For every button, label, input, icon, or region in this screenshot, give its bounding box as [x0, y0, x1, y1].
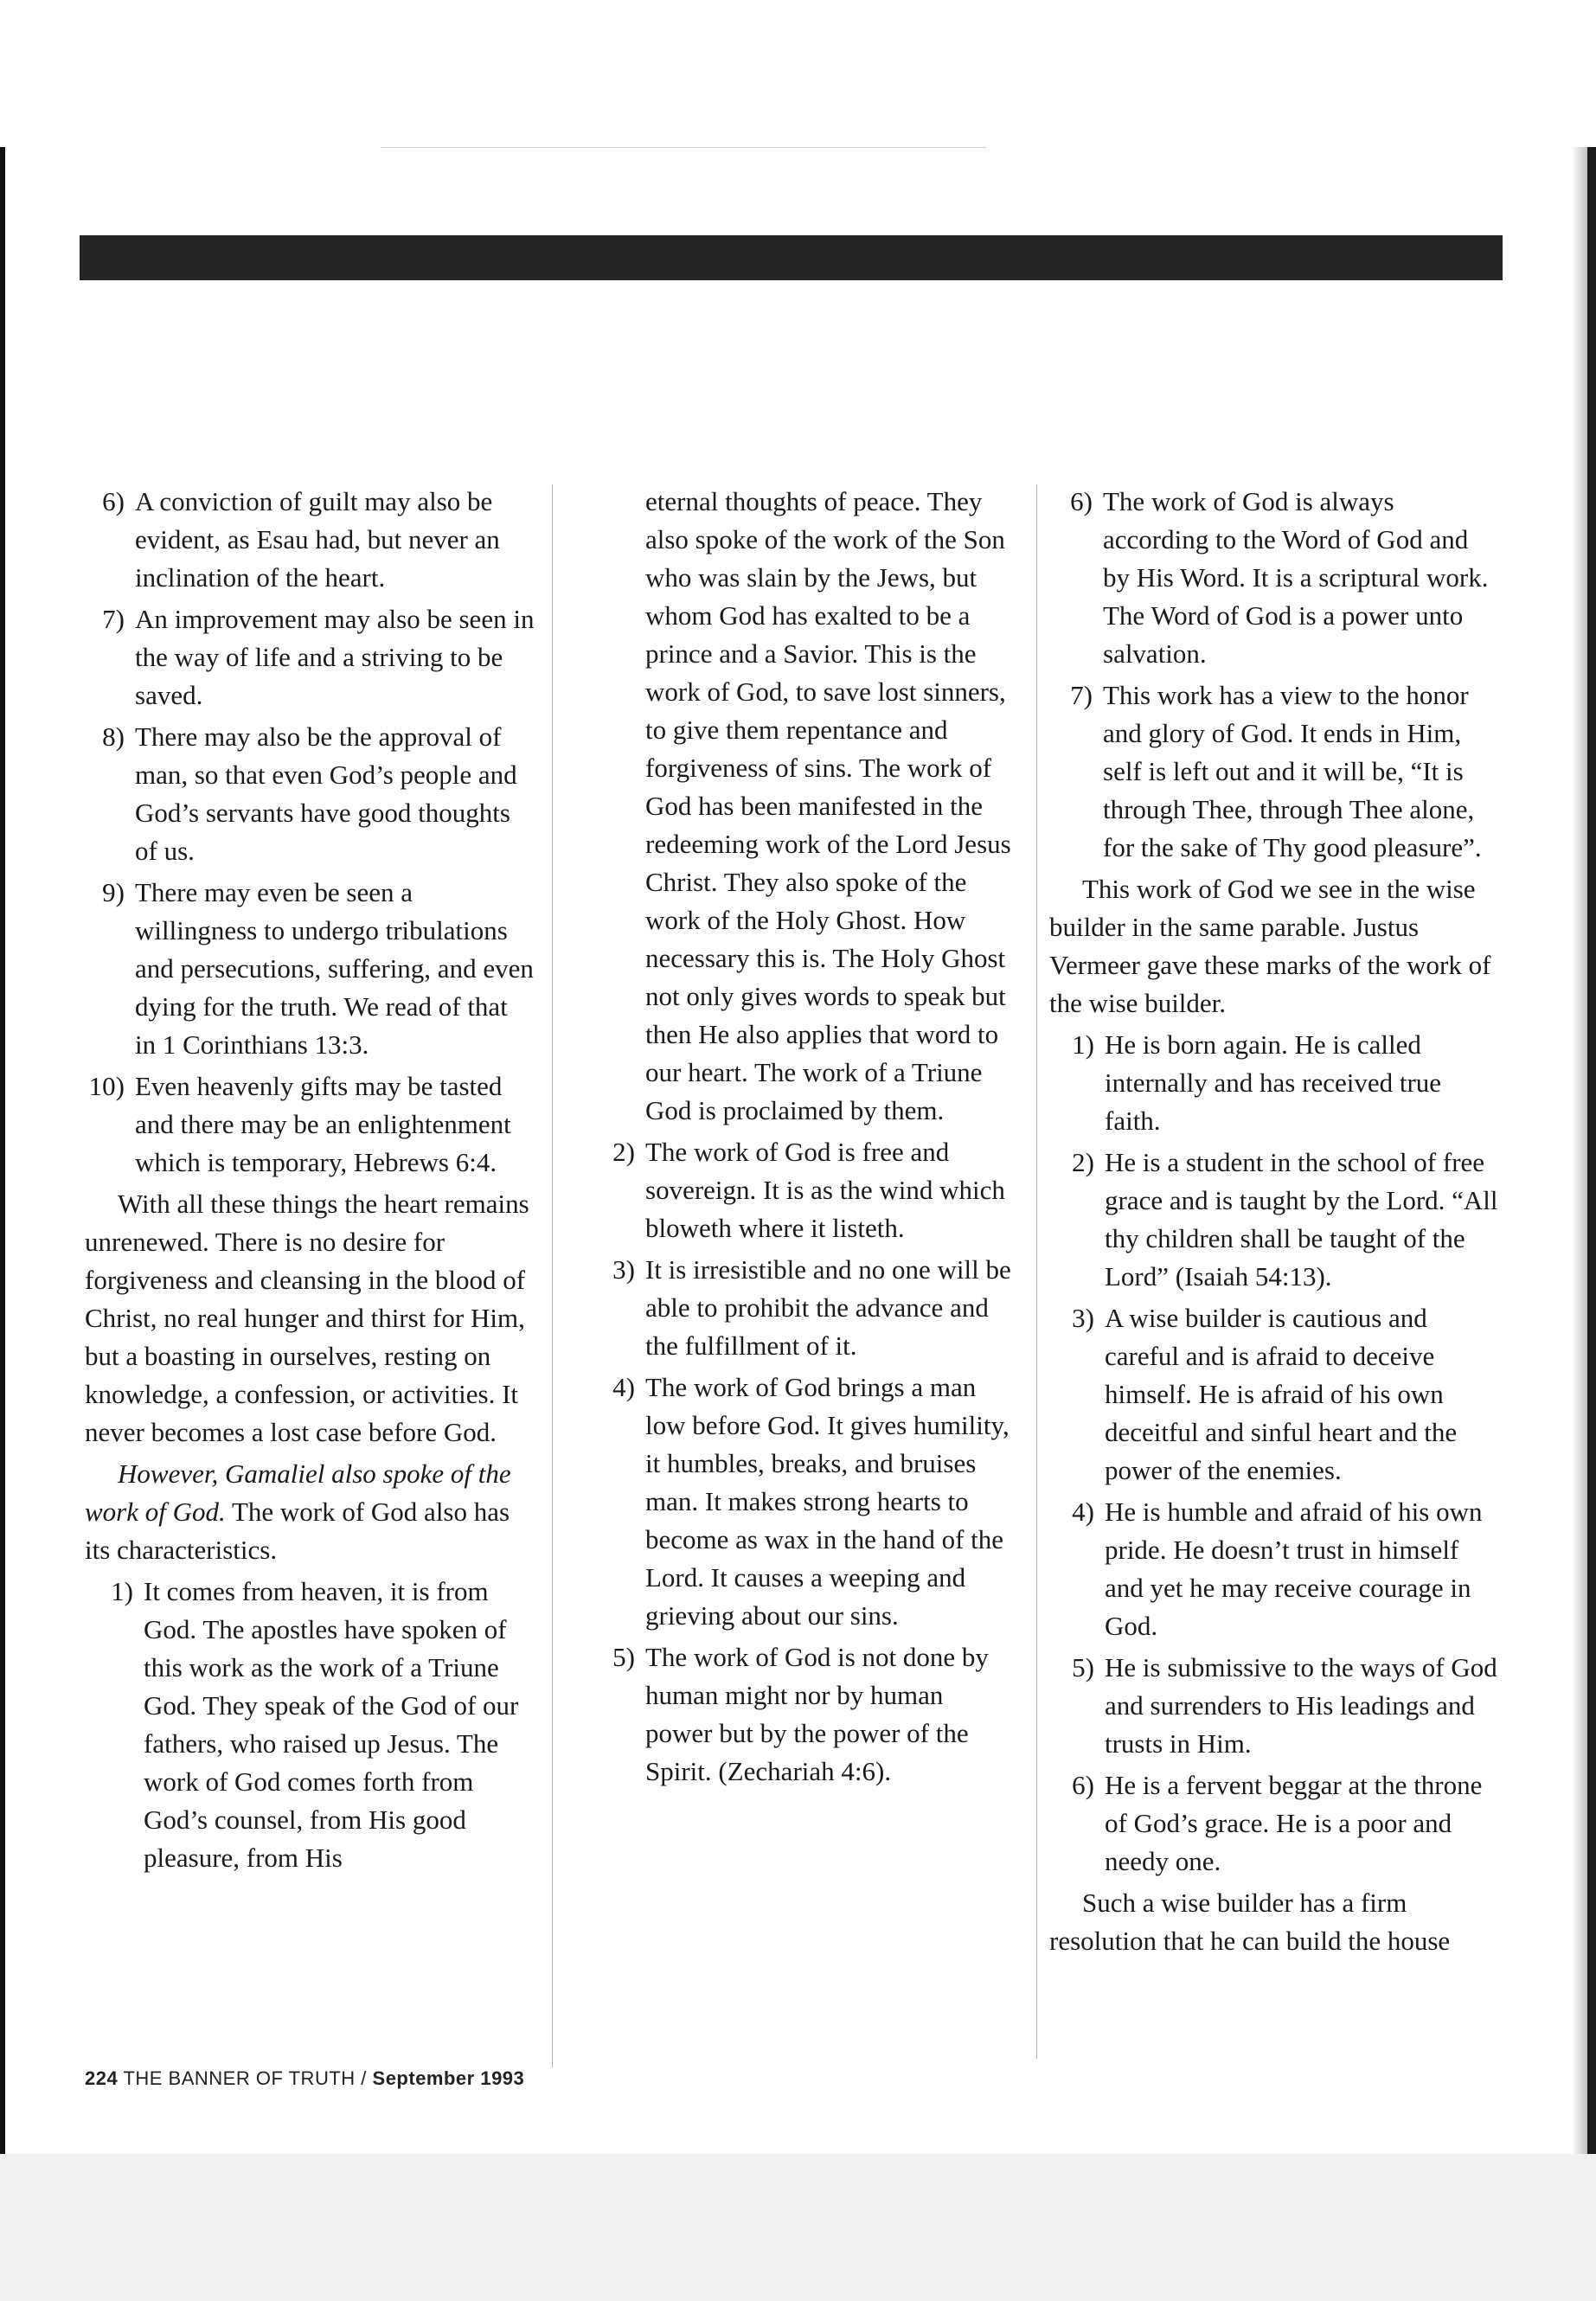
list-item — [1049, 676, 1499, 867]
item-text: Even heavenly gifts may be tasted and there may be an enlightenment which is temporary, Hebrews 6:4. — [135, 1071, 511, 1177]
issue-date: September 1993 — [372, 2067, 525, 2089]
list-item — [600, 1251, 1016, 1365]
item-text: It is irresistible and no one will be able to prohibit the advance and the fulfillment of it. — [645, 1254, 1011, 1361]
item-text: It comes from heaven, it is from God. The apostles have spoken of this work as the work of a Triune God. They speak of the God of our fathers, who raised up Jesus. The work of God comes forth from God’s counsel, from His good pleasure, from His — [144, 1576, 519, 1873]
item-number: 10) — [88, 1071, 125, 1101]
item-number: 2) — [1072, 1147, 1094, 1177]
column-divider — [1036, 484, 1037, 2059]
item-number: 6) — [102, 486, 125, 516]
list-item — [1049, 1649, 1499, 1763]
item-text: He is humble and afraid of his own pride. He doesn’t trust in himself and yet he may receive courage in God. — [1105, 1497, 1483, 1641]
item-number: 8) — [102, 721, 125, 752]
scan-edge-right — [1587, 147, 1596, 2154]
list-item — [1049, 1144, 1499, 1296]
item-text: He is a fervent beggar at the throne of God’s grace. He is a poor and needy one. — [1105, 1770, 1483, 1876]
item-number: 1) — [1072, 1029, 1094, 1060]
item-number: 9) — [102, 877, 125, 907]
list-item — [600, 1368, 1016, 1635]
item-text: This work has a view to the honor and glory of God. It ends in Him, self is left out and it will be, “It is through Thee, through Thee alone, for the sake of Thy good pleasure”. — [1103, 680, 1482, 862]
item-number: 1) — [111, 1576, 133, 1606]
scan-edge-left — [0, 147, 5, 2163]
list-item — [85, 1573, 535, 1877]
item-number: 5) — [1072, 1652, 1094, 1682]
list-item — [1049, 1026, 1499, 1140]
item-number: 4) — [612, 1372, 635, 1402]
item-text: He is submissive to the ways of God and surrenders to His leadings and trusts in Him. — [1105, 1652, 1497, 1759]
column-divider — [552, 484, 553, 2067]
item-number: 5) — [612, 1642, 635, 1672]
top-rule — [381, 147, 986, 148]
scan-bottom-margin — [0, 2154, 1596, 2301]
column-3 — [1049, 483, 1499, 1964]
list-item — [1049, 483, 1499, 673]
item-text: The work of God is free and sovereign. It is as the wind which bloweth where it listeth. — [645, 1137, 1005, 1243]
list-item — [1049, 1299, 1499, 1490]
list-item-continuation — [600, 483, 1016, 1130]
item-text: There may even be seen a willingness to undergo tribulations and persecutions, suffering, and even dying for the truth. We read of that in 1 Corinthians 13:3. — [135, 877, 534, 1060]
item-number: 4) — [1072, 1497, 1094, 1527]
item-text: He is born again. He is called internally and has received true faith. — [1105, 1029, 1442, 1136]
list-item — [85, 483, 535, 597]
italic-lead: However, Gamaliel also spoke of the work of God. — [85, 1458, 511, 1527]
paragraph: With all these things the heart remains unrenewed. There is no desire for forgiveness and cleansing in the blood of Christ, no real hunger and thirst for Him, but a boasting in ourselves, resting on knowledge, a confession, or activities. It never becomes a lost case before God. — [85, 1189, 529, 1447]
list-item — [85, 1067, 535, 1182]
item-text: A wise builder is cautious and careful and is afraid to deceive himself. He is afraid of his own deceitful and sinful heart and the power of the enemies. — [1105, 1303, 1458, 1485]
list-item — [85, 874, 535, 1064]
item-number: 6) — [1072, 1770, 1094, 1800]
item-number: 3) — [612, 1254, 635, 1285]
paragraph-rest: The work of God also has its characteristics. — [85, 1497, 510, 1565]
header-banner — [80, 235, 1503, 280]
list-item — [1049, 1493, 1499, 1645]
item-text: eternal thoughts of peace. They also spoke of the work of the Son who was slain by the Jews, but whom God has exalted to be a prince and a Savior. This is the work of God, to save lost sinners, to give them repentance and forgiveness of sins. The work of God has been manifested in the redeeming work of the Lord Jesus Christ. They also spoke of the work of the Holy Ghost. How necessary this is. The Holy Ghost not only gives words to speak but then He also applies that word to our heart. The work of a Triune God is proclaimed by them. — [645, 486, 1011, 1125]
column-1 — [85, 483, 535, 1881]
paragraph: Such a wise builder has a firm resolution that he can build the house — [1049, 1888, 1451, 1956]
item-text: An improvement may also be seen in the way of life and a striving to be saved. — [135, 604, 535, 710]
page-footer — [85, 2067, 524, 2090]
item-text: The work of God brings a man low before God. It gives humility, it humbles, breaks, and bruises man. It makes strong hearts to become as wax in the hand of the Lord. It causes a weeping and grieving about our sins. — [645, 1372, 1010, 1631]
paragraph: This work of God we see in the wise builder in the same parable. Justus Vermeer gave these marks of the work of the wise builder. — [1049, 874, 1491, 1018]
item-text: There may also be the approval of man, so that even God’s people and God’s servants have good thoughts of us. — [135, 721, 517, 866]
list-item — [85, 600, 535, 715]
paragraph — [85, 1455, 535, 1569]
publication-name: THE BANNER OF TRUTH / — [123, 2067, 367, 2089]
item-text: He is a student in the school of free grace and is taught by the Lord. “All thy children shall be taught of the Lord” (Isaiah 54:13). — [1105, 1147, 1498, 1292]
item-number: 7) — [102, 604, 125, 634]
list-item — [1049, 1766, 1499, 1881]
item-text: A conviction of guilt may also be evident, as Esau had, but never an inclination of the heart. — [135, 486, 500, 593]
item-text: The work of God is always according to the Word of God and by His Word. It is a scriptural work. The Word of God is a power unto salvation. — [1103, 486, 1489, 669]
item-number: 2) — [612, 1137, 635, 1167]
list-item — [85, 718, 535, 870]
item-number: 3) — [1072, 1303, 1094, 1333]
page-number: 224 — [85, 2067, 119, 2089]
list-item — [600, 1638, 1016, 1791]
item-number: 7) — [1070, 680, 1093, 710]
item-number: 6) — [1070, 486, 1093, 516]
item-text: The work of God is not done by human might nor by human power but by the power of the Spirit. (Zechariah 4:6). — [645, 1642, 989, 1786]
column-2 — [600, 483, 1016, 1794]
list-item — [600, 1133, 1016, 1247]
